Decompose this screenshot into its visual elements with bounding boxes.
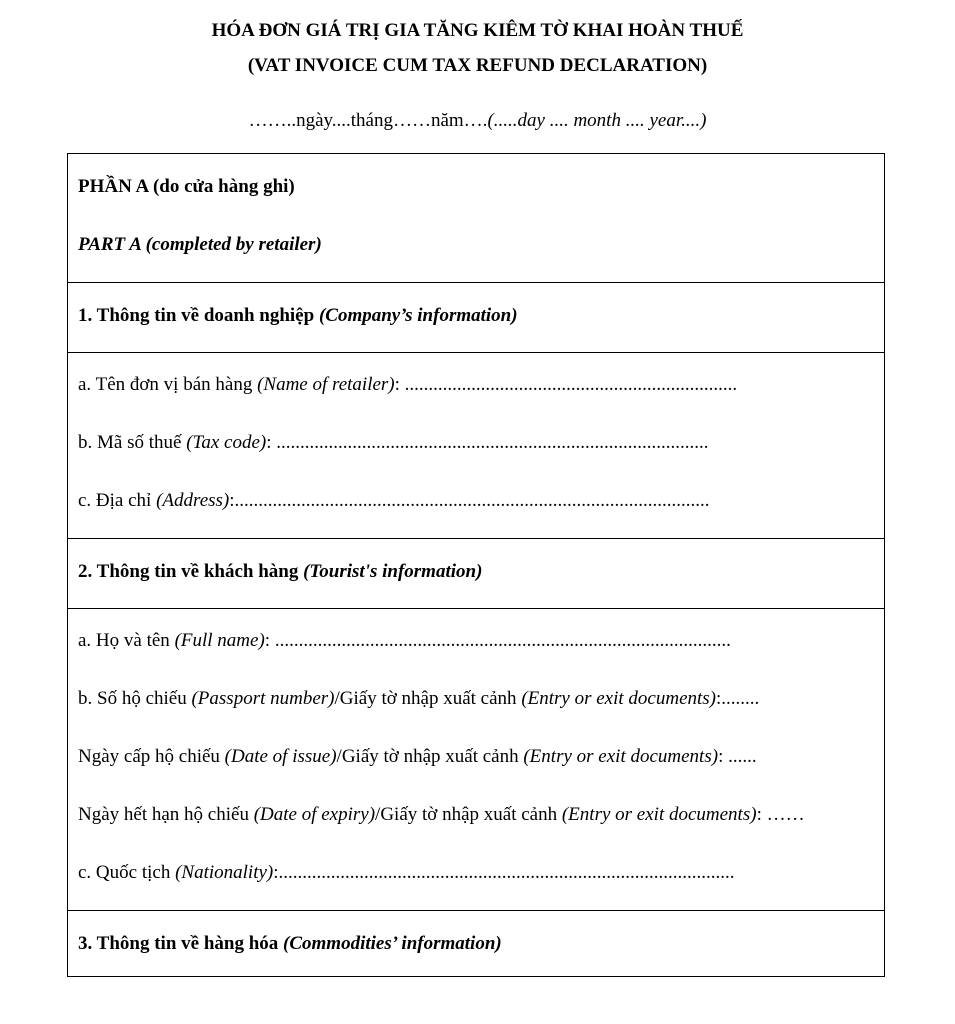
retailer-name-field[interactable] (78, 374, 737, 396)
section-3-heading-vi: 3. Thông tin về hàng hóa (78, 933, 284, 954)
field-label-vi: b. Số hộ chiếu (78, 688, 192, 709)
tax-code-field[interactable] (78, 432, 709, 454)
field-label-en: (Tax code) (186, 432, 267, 453)
field-label-vi: a. Tên đơn vị bán hàng (78, 374, 258, 395)
field-label-en: (Date of expiry) (253, 804, 376, 825)
field-blank: : …… (756, 804, 805, 825)
field-label-en-2: (Entry or exit documents) (523, 746, 719, 767)
field-blank: : ................................................................................................ (264, 630, 731, 651)
field-blank: : ...................................................................... (394, 374, 738, 395)
section-3-heading-en: (Commodities’ information) (283, 933, 502, 954)
document-title-vi: HÓA ĐƠN GIÁ TRỊ GIA TĂNG KIÊM TỜ KHAI HOÀN THUẾ (211, 20, 744, 41)
section-1-heading (78, 305, 518, 327)
section-2-heading-en: (Tourist's information) (303, 561, 483, 582)
field-label-en: (Nationality) (175, 862, 274, 883)
field-blank: : ...... (718, 746, 757, 767)
field-blank: : ........................................................................................... (266, 432, 709, 453)
part-a-heading-vi: PHẦN A (do cửa hàng ghi) (78, 176, 295, 197)
section-2-header (68, 539, 884, 609)
field-label-en: (Address) (156, 490, 230, 511)
document-title-en: (VAT INVOICE CUM TAX REFUND DECLARATION) (247, 55, 708, 76)
section-1-fields (68, 353, 884, 539)
section-1-heading-vi: 1. Thông tin về doanh nghiệp (78, 305, 319, 326)
field-blank: :................................................................................................ (273, 862, 735, 883)
field-blank: :.................................................................................................... (229, 490, 710, 511)
field-label-vi: a. Họ và tên (78, 630, 175, 651)
date-of-issue-field[interactable] (78, 746, 757, 768)
section-1-header (68, 283, 884, 353)
nationality-field[interactable] (78, 862, 735, 884)
field-label-en: (Full name) (174, 630, 265, 651)
field-label-vi-2: /Giấy tờ nhập xuất cảnh (336, 746, 524, 767)
address-field[interactable] (78, 490, 710, 512)
field-label-vi-2: /Giấy tờ nhập xuất cảnh (334, 688, 522, 709)
field-label-en-2: (Entry or exit documents) (561, 804, 757, 825)
field-label-en-2: (Entry or exit documents) (521, 688, 717, 709)
section-1-heading-en: (Company’s information) (318, 305, 518, 326)
date-line-en: (.....day .... month .... year....) (487, 110, 707, 131)
declaration-form (67, 153, 885, 977)
full-name-field[interactable] (78, 630, 731, 652)
field-label-vi: c. Quốc tịch (78, 862, 176, 883)
date-of-expiry-field[interactable] (78, 804, 805, 826)
field-label-vi: Ngày cấp hộ chiếu (78, 746, 225, 767)
date-line-vi: ……..ngày....tháng……năm…. (248, 110, 488, 131)
field-label-vi: b. Mã số thuế (78, 432, 187, 453)
part-a-section (68, 154, 884, 283)
field-label-vi: Ngày hết hạn hộ chiếu (78, 804, 254, 825)
section-2-heading-vi: 2. Thông tin về khách hàng (78, 561, 304, 582)
section-2-fields (68, 609, 884, 911)
section-2-heading (78, 561, 482, 583)
date-line (0, 110, 955, 132)
section-3-header (68, 911, 884, 975)
field-label-vi: c. Địa chỉ (78, 490, 157, 511)
section-3-heading (78, 933, 502, 955)
part-a-heading-en: PART A (completed by retailer) (78, 234, 322, 255)
field-label-en: (Date of issue) (224, 746, 337, 767)
field-blank: :........ (716, 688, 760, 709)
passport-number-field[interactable] (78, 688, 759, 710)
field-label-vi-2: /Giấy tờ nhập xuất cảnh (375, 804, 562, 825)
field-label-en: (Name of retailer) (257, 374, 395, 395)
field-label-en: (Passport number) (191, 688, 335, 709)
